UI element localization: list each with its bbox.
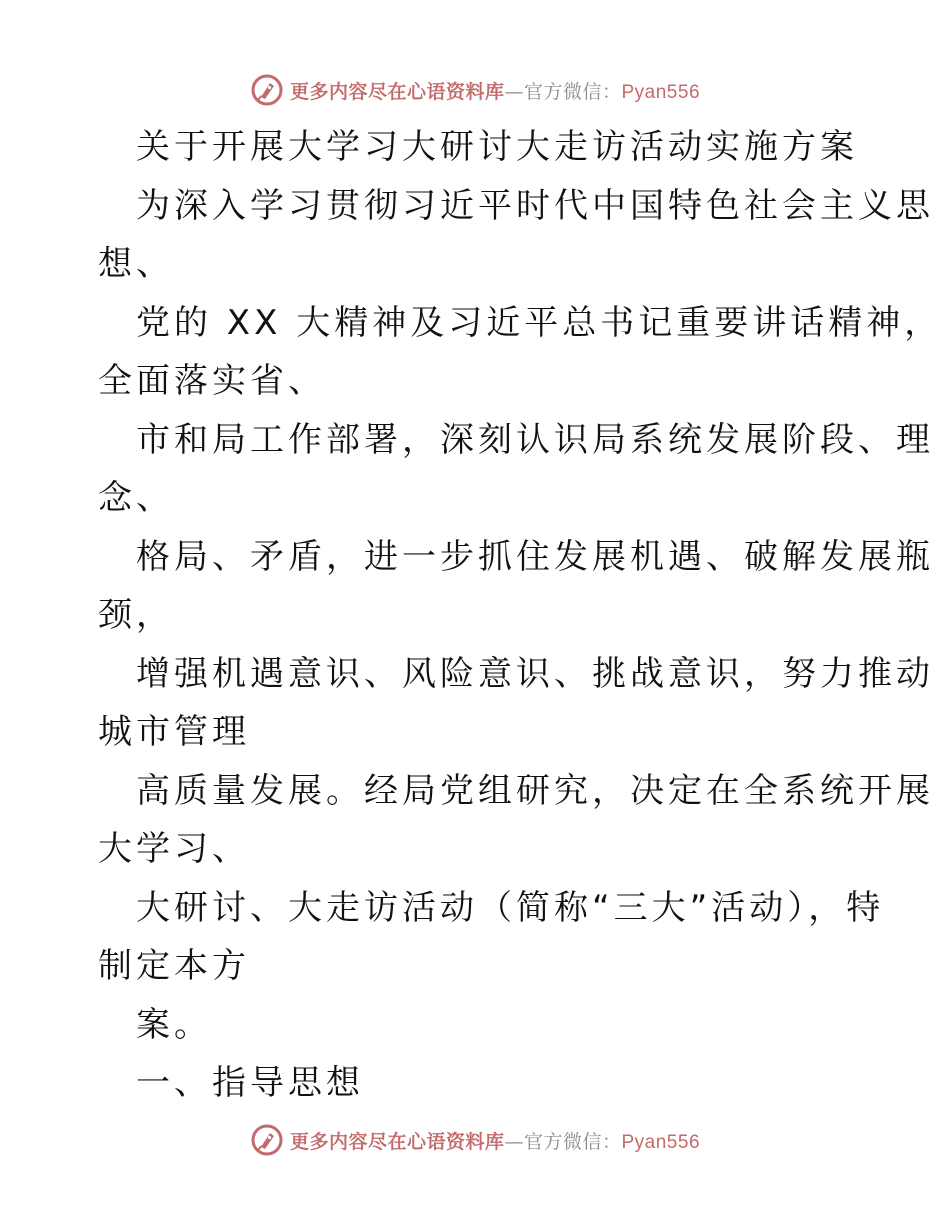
body-line: 格局、矛盾，进一步抓住发展机遇、破解发展瓶 — [136, 536, 934, 577]
body-line: 大学习、 — [98, 829, 250, 869]
watermark-brand: 更多内容尽在心语资料库 — [289, 1130, 505, 1153]
body-line: 念、 — [98, 478, 174, 518]
watermark-brand: 更多内容尽在心语资料库 — [289, 80, 505, 103]
body-line: 想、 — [98, 244, 174, 284]
body-line: 高质量发展。经局党组研究，决定在全系统开展 — [136, 770, 934, 811]
body-line: 案。 — [136, 1004, 212, 1045]
watermark-label: 官方微信： — [523, 1130, 622, 1153]
body-line: 颈， — [98, 595, 174, 635]
body-line: 制定本方 — [98, 946, 250, 986]
body-line: 全面落实省、 — [98, 361, 326, 401]
body-line: 大研讨、大走访活动（简称“三大”活动），特 — [136, 887, 885, 928]
watermark-separator: — — [504, 80, 524, 103]
body-line: 增强机遇意识、风险意识、挑战意识，努力推动 — [136, 653, 934, 694]
pen-nib-logo-icon — [250, 73, 284, 107]
footer-watermark — [0, 1120, 950, 1160]
document-body — [98, 118, 943, 1113]
body-line: 城市管理 — [98, 712, 250, 752]
watermark-account: Pyan556 — [621, 1131, 701, 1153]
document-title: 关于开展大学习大研讨大走访活动实施方案 — [136, 127, 858, 167]
watermark-text — [290, 77, 700, 104]
header-watermark — [0, 70, 950, 110]
body-line: 为深入学习贯彻习近平时代中国特色社会主义思 — [136, 185, 934, 226]
section-heading: 一、指导思想 — [136, 1063, 364, 1103]
watermark-separator: — — [504, 1130, 524, 1153]
watermark-account: Pyan556 — [621, 81, 701, 103]
watermark-label: 官方微信： — [523, 80, 622, 103]
watermark-text — [290, 1127, 700, 1154]
body-line: 党的 XX 大精神及习近平总书记重要讲话精神， — [136, 302, 943, 343]
body-line: 市和局工作部署，深刻认识局系统发展阶段、理 — [136, 419, 934, 460]
pen-nib-logo-icon — [250, 1123, 284, 1157]
